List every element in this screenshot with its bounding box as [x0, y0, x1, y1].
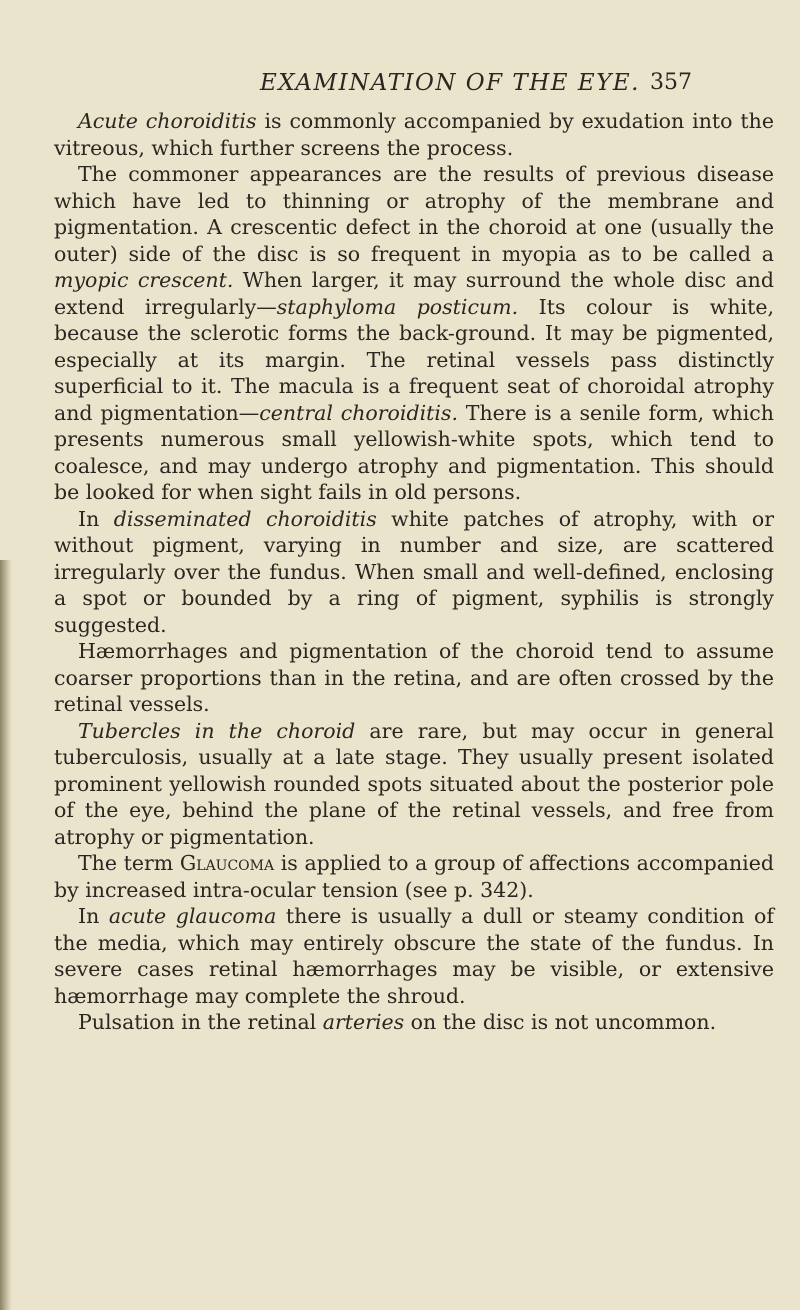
paragraph-haemorrhages: Hæmorrhages and pigmentation of the choroid tend to assume coarser proportions than in the retina, and are often crossed by the retinal vessels.	[54, 639, 774, 716]
term-glaucoma: Glaucoma	[179, 851, 275, 875]
running-title: EXAMINATION OF THE EYE.	[260, 70, 640, 96]
term-myopic-crescent: myopic crescent.	[54, 268, 234, 292]
page-number: 357	[650, 70, 692, 95]
term-staphyloma-posticum: staphyloma posticum.	[276, 294, 519, 319]
paragraph-acute-choroiditis: Acute choroiditis is commonly accompanied by exudation into the vitreous, which further screens the process.	[54, 109, 774, 160]
paragraph-pulsation: Pulsation in the retinal arteries on the disc is not uncommon.	[78, 1010, 717, 1034]
page-header	[116, 70, 692, 104]
paragraph-tubercles: Tubercles in the choroid are rare, but may occur in general tuberculosis, usually at a late stage. They usually present isolated prominent yellowish rounded spots situated about the posterior pole of the eye, behind the plane of the retinal vessels, and free from atrophy or pigmentation.	[54, 718, 774, 849]
body-text	[54, 108, 774, 1036]
paragraph-glaucoma: The term Glaucoma is applied to a group of affections accompanied by increased intra-ocular tension (see p. 342).	[54, 851, 774, 902]
term-acute-choroiditis: Acute choroiditis	[78, 109, 257, 133]
page-binding-shadow	[0, 560, 12, 1310]
paragraph-commoner-appearances: The commoner appearances are the results of previous disease which have led to thinning or atrophy of the membrane and pigmentation. A crescentic defect in the choroid at one (usually the outer) side of the disc is so frequent in myopia as to be called a myopic crescent. When larger, it may surround the whole disc and extend irregularly—staphyloma posticum. Its colour is white, because the sclerotic forms the back-ground. It may be pigmented, especially at its margin. The retinal vessels pass distinctly superficial to it. The macula is a frequent seat of choroidal atrophy and pigmentation—central choroiditis. There is a senile form, which presents numerous small yellowish-white spots, which tend to coalesce, and may undergo atrophy and pigmentation. This should be looked for when sight fails in old persons.	[54, 162, 775, 504]
term-central-choroiditis: central choroiditis.	[259, 400, 458, 425]
term-acute-glaucoma: acute glaucoma	[108, 904, 277, 928]
term-tubercles-in-the-choroid: Tubercles in the choroid	[78, 718, 356, 743]
paragraph-disseminated-choroiditis: In disseminated choroiditis white patches of atrophy, with or without pigment, varying in number and size, are scattered irregularly over the fundus. When small and well-defined, enclosing a spot or bounded by a ring of pigment, syphilis is strongly suggested.	[54, 506, 774, 637]
term-arteries: arteries	[322, 1010, 405, 1034]
paragraph-acute-glaucoma: In acute glaucoma there is usually a dull or steamy condition of the media, which may entirely obscure the state of the fundus. In severe cases retinal hæmorrhages may be visible, or extensive hæmorrhage may complete the shroud.	[54, 904, 774, 1008]
term-disseminated-choroiditis: disseminated choroiditis	[113, 506, 377, 531]
